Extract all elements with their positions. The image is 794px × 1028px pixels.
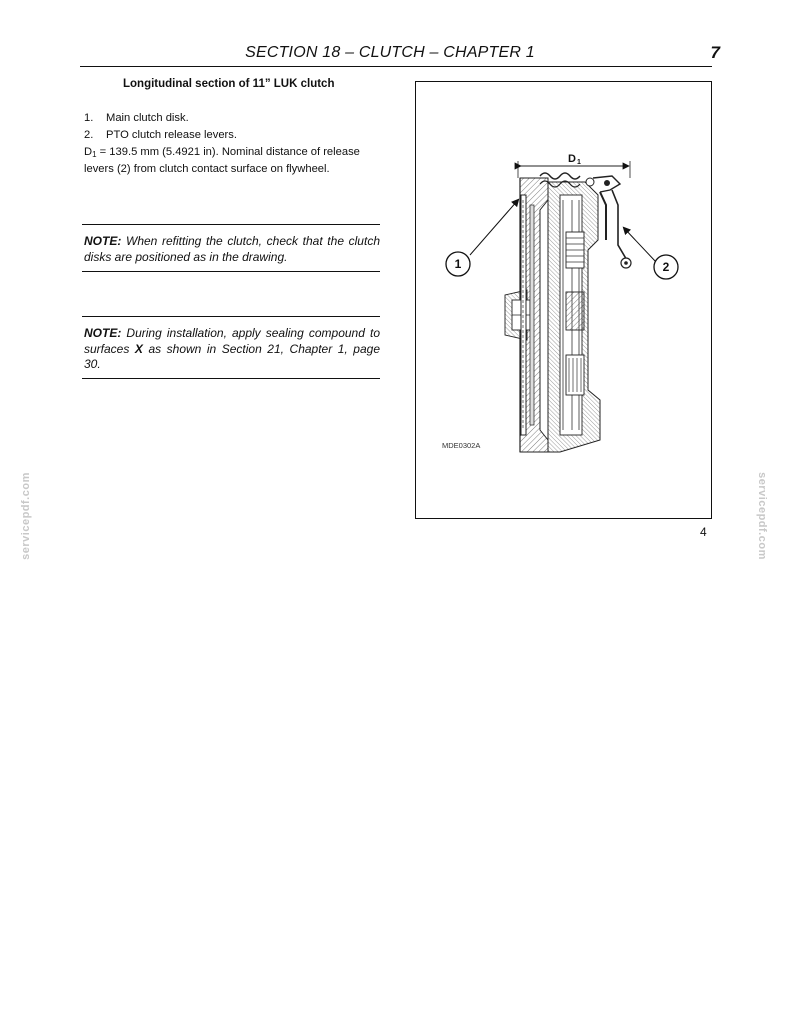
legend-item-text: Main clutch disk.: [106, 112, 189, 124]
legend-item-number: 2.: [84, 128, 94, 141]
watermark-left: servicepdf.com: [19, 472, 32, 560]
note-label: NOTE:: [84, 234, 122, 248]
note-label: NOTE:: [84, 326, 122, 340]
figure-number: 4: [700, 525, 707, 539]
callout-1-label: 1: [454, 257, 462, 271]
dimension-symbol: D: [84, 146, 93, 158]
section-heading: Longitudinal section of 11” LUK clutch: [123, 78, 335, 90]
flywheel-section: [505, 178, 548, 452]
legend-item-text: PTO clutch release levers.: [106, 128, 237, 141]
watermark-right: servicepdf.com: [755, 472, 768, 560]
callout-2: [624, 228, 678, 279]
note-text: as shown in Section 21, Chapter 1, page 30.: [84, 341, 380, 371]
note-emphasis: X: [134, 341, 143, 356]
dimension-subscript: 1: [92, 150, 97, 159]
note-text: During installation, apply sealing compound to surfaces: [84, 326, 380, 356]
callout-2-label: 2: [662, 260, 670, 274]
dimension-label: D: [568, 153, 576, 165]
section-header-title: SECTION 18 – CLUTCH – CHAPTER 1: [245, 44, 535, 61]
page-number: 7: [710, 43, 720, 62]
pto-hub: [566, 232, 584, 395]
dimension-label-sub: 1: [577, 159, 581, 166]
note-text: When refitting the clutch, check that the clutch disks are positioned as in the drawing.: [84, 234, 380, 264]
figure-code: MDE0302A: [442, 441, 481, 450]
callout-1: [446, 200, 518, 276]
legend-item-number: 1.: [84, 112, 94, 124]
dimension-text: = 139.5 mm (5.4921 in). Nominal distance of release levers (2) from clutch contact surface on flywheel.: [84, 146, 360, 175]
dimension-d1: [518, 153, 630, 178]
